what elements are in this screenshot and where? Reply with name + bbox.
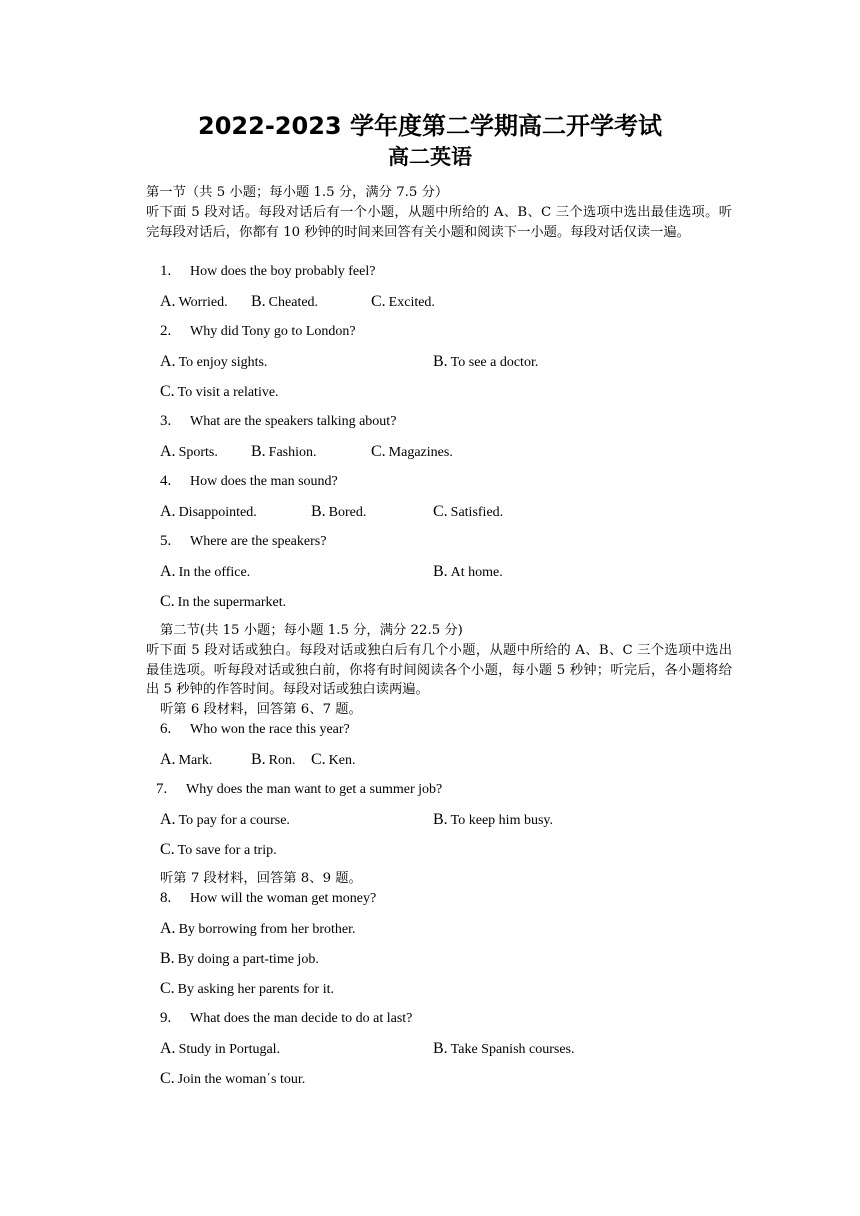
q5-option-b: B. At home. (433, 563, 503, 580)
question-number: 2. (160, 323, 172, 339)
question-text: What are the speakers talking about? (190, 414, 397, 429)
q7-option-a: A. To pay for a course. (160, 811, 290, 828)
q8-option-b: B. By doing a part-time job. (160, 950, 319, 967)
q8-option-a: A. By borrowing from her brother. (160, 920, 356, 937)
question-text: Who won the race this year? (190, 722, 350, 737)
question-number: 5. (160, 533, 172, 549)
material-7-note: 听第 7 段材料，回答第 8、9 题。 (160, 871, 362, 886)
q4-option-a: A. Disappointed. (160, 503, 257, 520)
question-number: 3. (160, 413, 172, 429)
question-2 (160, 323, 356, 340)
q1-option-b: B. Cheated. (251, 293, 319, 310)
q3-option-b: B. Fashion. (251, 443, 317, 460)
q6-option-b: B. Ron. (251, 751, 296, 768)
question-5 (160, 533, 326, 550)
q1-option-c: C. Excited. (371, 293, 435, 310)
q5-option-a: A. In the office. (160, 563, 251, 580)
question-7 (156, 781, 442, 798)
exam-subtitle: 高二英语 (388, 145, 472, 169)
question-number: 4. (160, 473, 172, 489)
section1-heading: 第一节（共 5 小题；每小题 1.5 分，满分 7.5 分） (146, 185, 449, 200)
question-text: What does the man decide to do at last? (190, 1011, 413, 1026)
question-text: How does the man sound? (190, 474, 338, 489)
question-8 (160, 890, 376, 907)
q2-option-b: B. To see a doctor. (433, 353, 539, 370)
q9-option-c: C. Join the woman΄s tour. (160, 1070, 306, 1087)
question-text: How does the boy probably feel? (190, 264, 376, 279)
material-6-note: 听第 6 段材料，回答第 6、7 题。 (160, 702, 362, 717)
section2-heading: 第二节(共 15 小题；每小题 1.5 分，满分 22.5 分) (160, 623, 463, 638)
q7-option-b: B. To keep him busy. (433, 811, 553, 828)
question-number: 6. (160, 721, 172, 737)
q2-option-c: C. To visit a relative. (160, 383, 279, 400)
q4-option-b: B. Bored. (311, 503, 367, 520)
section2-instructions: 听下面 5 段对话或独白。每段对话或独白后有几个小题，从题中所给的 A、B、C 三个选项中选出最佳选项。听每段对话或独白前，你将有时间阅读各个小题，每小题 5 秒钟；听完后，各小题将给出 5 秒钟的作答时间。每段对话或独白读两遍。 (146, 643, 732, 697)
question-number: 9. (160, 1010, 172, 1026)
q7-option-c: C. To save for a trip. (160, 841, 277, 858)
question-3 (160, 413, 396, 430)
section1-instructions: 听下面 5 段对话。每段对话后有一个小题，从题中所给的 A、B、C 三个选项中选出最佳选项。听完每段对话后，你都有 10 秒钟的时间来回答有关小题和阅读下一小题。每段对话仅读一遍。 (146, 205, 732, 240)
question-1 (160, 263, 375, 280)
question-text: How will the woman get money? (190, 891, 377, 906)
q9-option-b: B. Take Spanish courses. (433, 1040, 575, 1057)
question-number: 7. (156, 781, 168, 797)
q3-option-c: C. Magazines. (371, 443, 453, 460)
question-number: 8. (160, 890, 172, 906)
question-4 (160, 473, 338, 490)
q3-option-a: A. Sports. (160, 443, 218, 460)
q8-option-c: C. By asking her parents for it. (160, 980, 334, 997)
q2-option-a: A. To enjoy sights. (160, 353, 268, 370)
question-text: Why does the man want to get a summer job? (186, 782, 443, 797)
exam-title: 2022-2023 学年度第二学期高二开学考试 (198, 112, 662, 140)
q9-option-a: A. Study in Portugal. (160, 1040, 281, 1057)
q4-option-c: C. Satisfied. (433, 503, 504, 520)
q6-option-c: C. Ken. (311, 751, 356, 768)
q1-option-a: A. Worried. (160, 293, 228, 310)
question-text: Why did Tony go to London? (190, 324, 356, 339)
question-6 (160, 721, 350, 738)
q6-option-a: A. Mark. (160, 751, 213, 768)
question-text: Where are the speakers? (190, 534, 327, 549)
question-number: 1. (160, 263, 172, 279)
question-9 (160, 1010, 412, 1027)
q5-option-c: C. In the supermarket. (160, 593, 287, 610)
